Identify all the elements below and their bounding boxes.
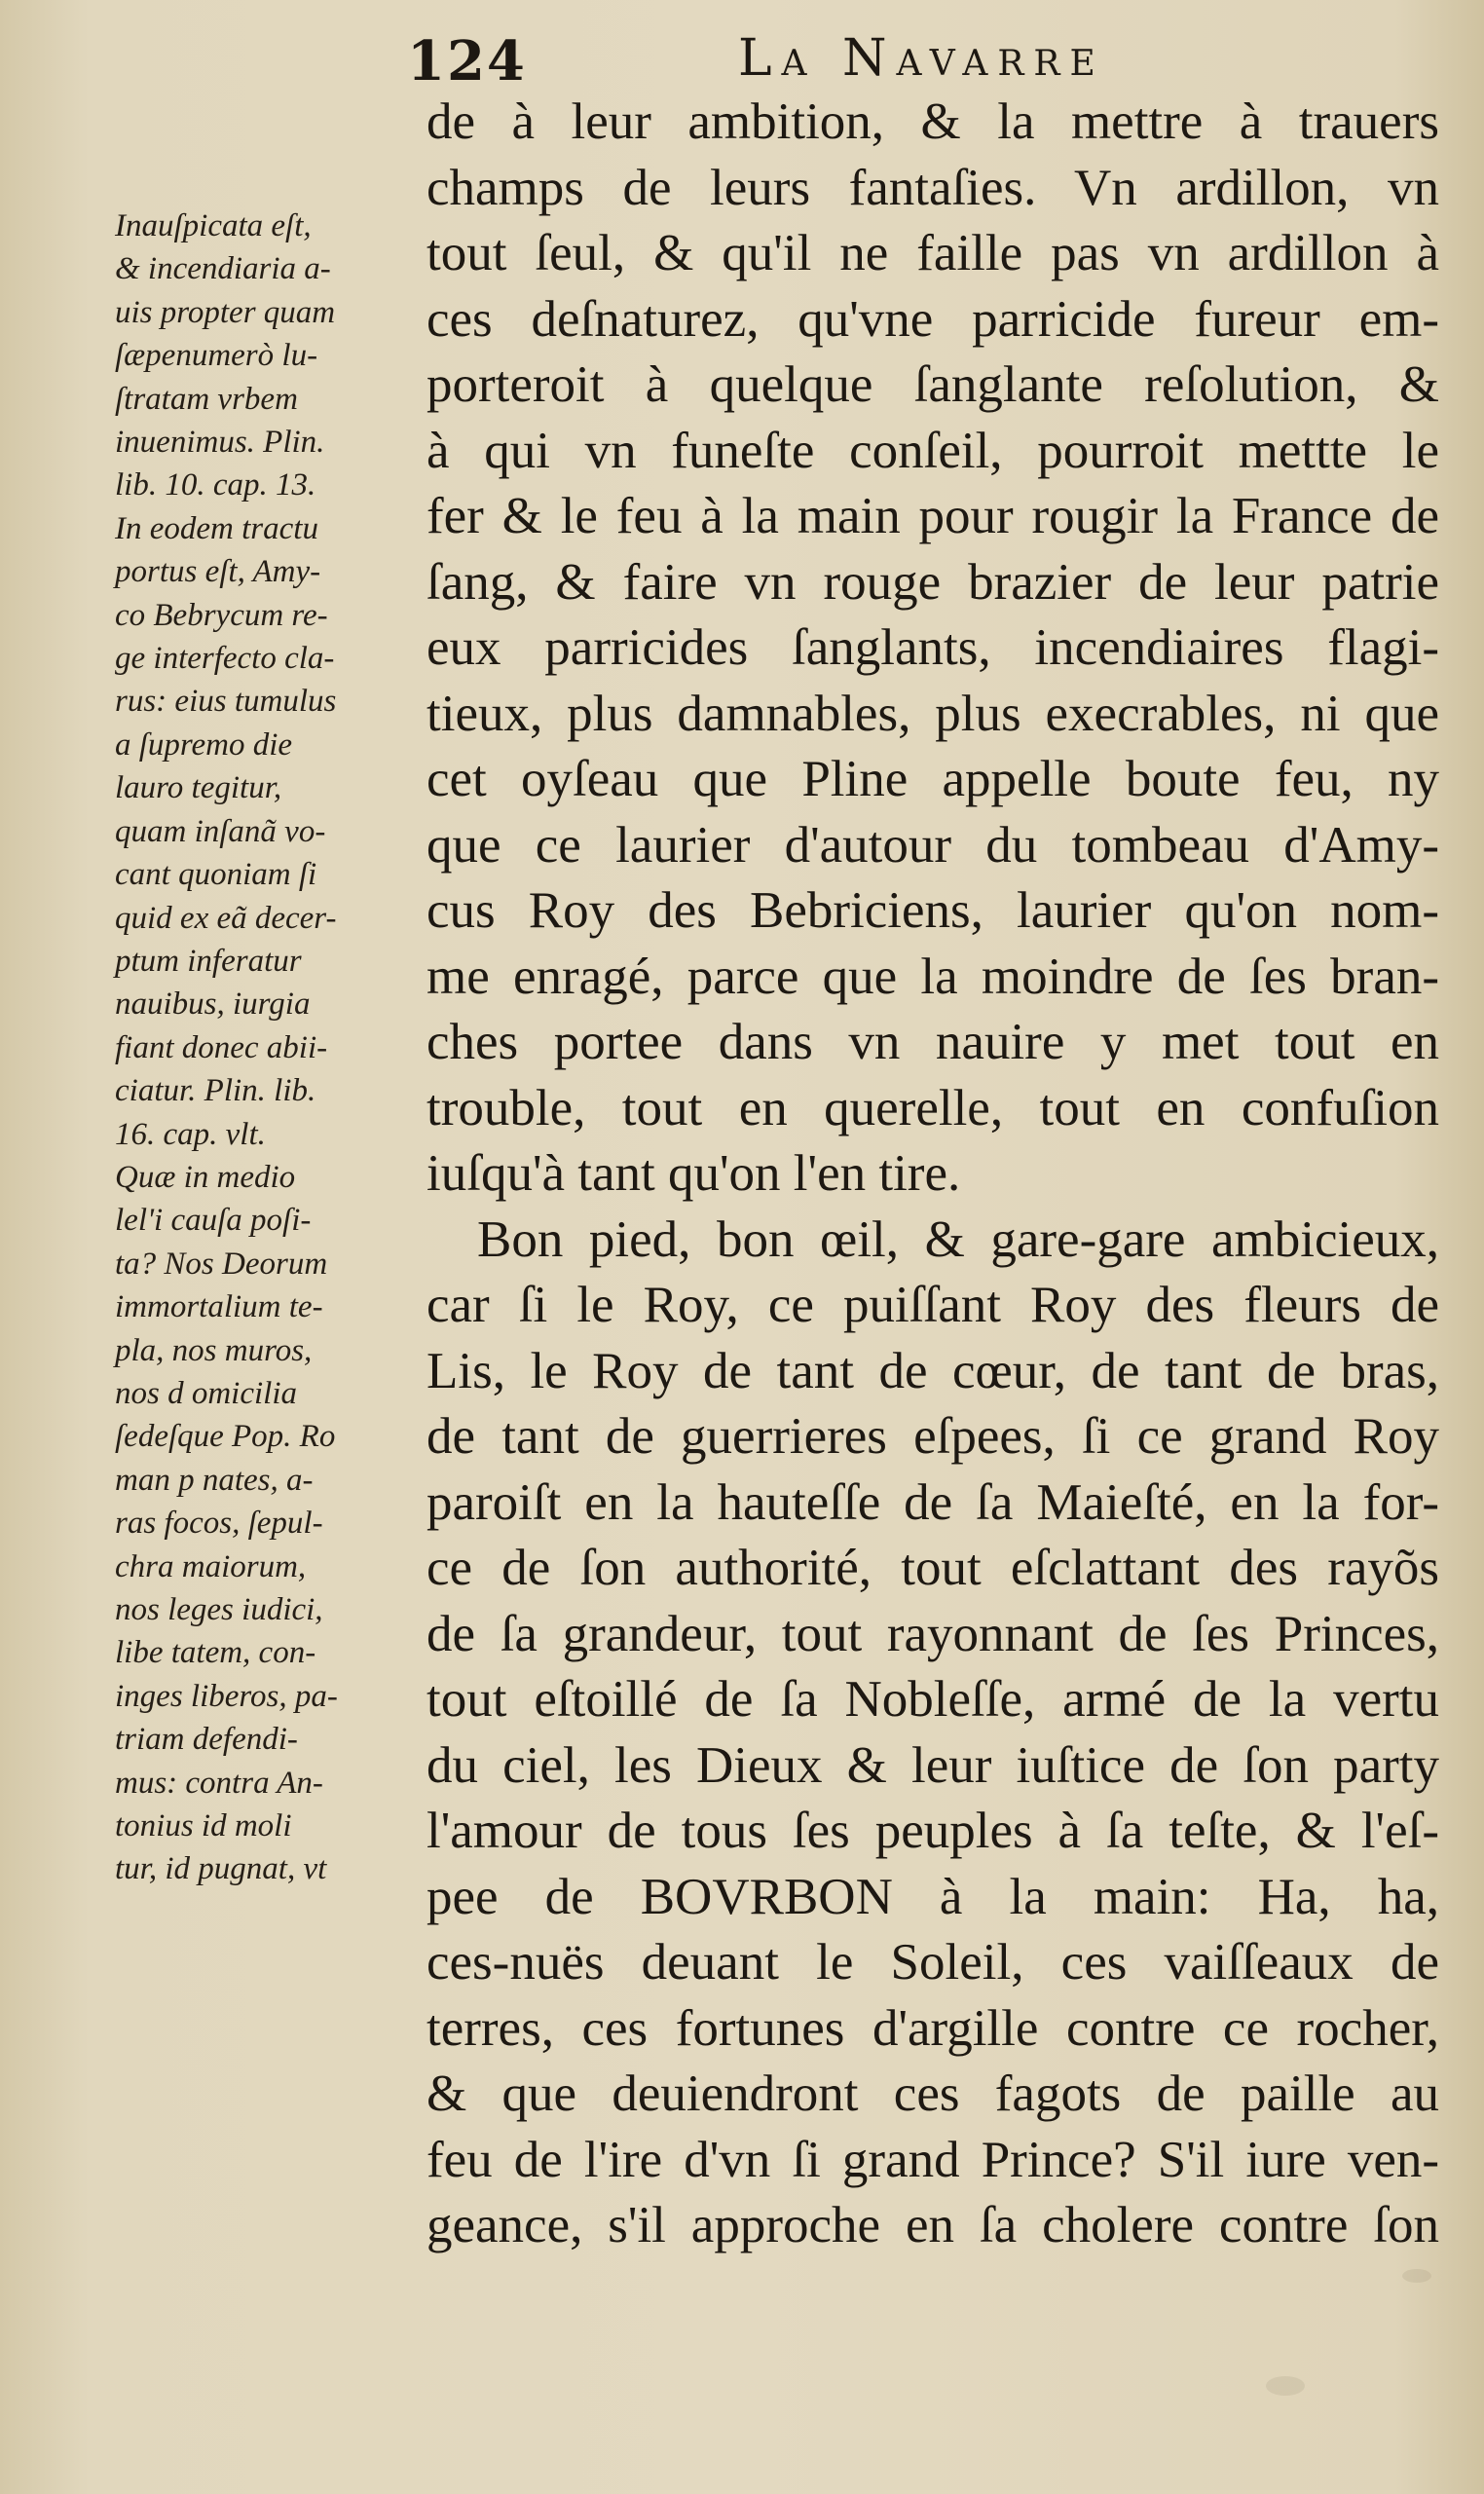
marginal-note-line: nauibus, iurgia [115, 986, 311, 1023]
body-line: & que deuiendront ces fagots de paille au [427, 2066, 1439, 2122]
body-line: tout eſtoillé de ſa Nobleſſe, armé de la vertu [427, 1671, 1439, 1728]
body-line: car ſi le Roy, ce puiſſant Roy des fleurs de [427, 1277, 1439, 1333]
marginal-note-line: Inauſpicata eſt, [115, 208, 312, 243]
marginal-note-line: ſæpenumerò lu- [115, 338, 318, 374]
body-line: Bon pied, bon œil, & gare-gare ambicieux, [477, 1210, 1439, 1268]
body-line: du ciel, les Dieux & leur iuſtice de ſon party [427, 1736, 1439, 1794]
marginal-note-line: nos d omicilia [115, 1375, 297, 1411]
body-line: pee de BOVRBON à la main: Ha, ha, [427, 1868, 1439, 1925]
body-line: l'amour de tous ſes peuples à ſa teſte, & l'eſ- [427, 1803, 1439, 1859]
body-line: iuſqu'à tant qu'on l'en tire. [427, 1145, 961, 1202]
marginal-note-line: rus: eius tumulus [115, 684, 337, 720]
body-line: de à leur ambition, & la mettre à trauers [427, 93, 1439, 150]
marginal-note-line: nos leges iudici, [115, 1592, 323, 1627]
page-header [0, 21, 1484, 99]
body-line: de ſa grandeur, tout rayonnant de ſes Princes, [427, 1605, 1439, 1662]
body-line: fer & le feu à la main pour rougir la France de [427, 488, 1439, 544]
marginal-note-line: tur, id pugnat, vt [115, 1851, 327, 1887]
marginal-note-line: fiant donec abii- [115, 1029, 328, 1065]
body-line: ſang, & faire vn rouge brazier de leur patrie [427, 553, 1439, 611]
marginal-note [115, 205, 417, 1891]
marginal-note-line: man p nates, a- [115, 1462, 314, 1498]
marginal-note-line: ge interfecto cla- [115, 641, 335, 677]
ink-smudge [1266, 2376, 1305, 2396]
body-line: me enragé, parce que la moindre de ſes bran- [427, 948, 1439, 1005]
body-line: eux parricides ſanglants, incendiaires flagi- [427, 619, 1439, 676]
body-line: Lis, le Roy de tant de cœur, de tant de bras, [427, 1342, 1439, 1399]
body-line: geance, s'il approche en ſa cholere contre ſon [427, 2197, 1439, 2253]
marginal-note-line: inuenimus. Plin. [115, 425, 325, 461]
body-line: ces deſnaturez, qu'vne parricide fureur em- [427, 290, 1439, 348]
marginal-note-line: pla, nos muros, [115, 1332, 313, 1368]
body-line: ches portee dans vn nauire y met tout en [427, 1014, 1439, 1070]
body-line: paroiſt en la hauteſſe de ſa Maieſté, en la for- [427, 1473, 1439, 1531]
marginal-note-line: chra maiorum, [115, 1548, 307, 1584]
marginal-note-line: tonius id moli [115, 1808, 292, 1844]
body-line: champs de leurs fantaſies. Vn ardillon, vn [427, 159, 1439, 216]
body-line: que ce laurier d'autour du tombeau d'Amy- [427, 816, 1439, 874]
marginal-note-line: In eodem tractu [115, 510, 318, 546]
page-number: 124 [407, 29, 527, 93]
marginal-note-line: ta? Nos Deorum [115, 1246, 328, 1282]
marginal-note-line: portus eſt, Amy- [115, 554, 321, 590]
body-line: feu de l'ire d'vn ſi grand Prince? S'il iure ven- [427, 2131, 1439, 2188]
marginal-note-line: a ſupremo die [115, 726, 293, 763]
marginal-note-line: co Bebrycum re- [115, 597, 328, 633]
marginal-note-line: ras focos, ſepul- [115, 1506, 323, 1542]
marginal-note-line: 16. cap. vlt. [115, 1116, 266, 1152]
body-line: tout ſeul, & qu'il ne faille pas vn ardillon à [427, 225, 1439, 281]
running-title: La Navarre [738, 29, 1105, 88]
marginal-note-line: quid ex eã decer- [115, 900, 337, 936]
body-line: de tant de guerrieres eſpees, ſi ce grand Roy [427, 1408, 1439, 1465]
marginal-note-line: & incendiaria a- [115, 251, 331, 287]
marginal-note-line: Quæ in medio [115, 1159, 296, 1195]
marginal-note-line: cant quoniam ſi [115, 857, 317, 893]
body-line: porteroit à quelque ſanglante reſolution, & [427, 356, 1439, 413]
marginal-note-line: immortalium te- [115, 1289, 323, 1325]
marginal-note-line: uis propter quam [115, 294, 336, 330]
marginal-note-line: lauro tegitur, [115, 770, 282, 806]
marginal-note-line: mus: contra An- [115, 1765, 323, 1801]
body-line: cet oyſeau que Pline appelle boute feu, ny [427, 751, 1439, 807]
marginal-note-line: ptum inferatur [115, 943, 302, 979]
body-text [427, 90, 1439, 2259]
marginal-note-line: libe tatem, con- [115, 1635, 316, 1671]
marginal-note-line: ſedeſque Pop. Ro [115, 1419, 336, 1455]
body-line: ces-nuës deuant le Soleil, ces vaiſſeaux de [427, 1934, 1439, 1991]
marginal-note-line: lib. 10. cap. 13. [115, 467, 316, 503]
body-line: ce de ſon authorité, tout eſclattant des rayõs [427, 1540, 1439, 1596]
body-line: cus Roy des Bebriciens, laurier qu'on nom- [427, 882, 1439, 939]
ink-smudge [1402, 2269, 1431, 2283]
body-line: terres, ces fortunes d'argille contre ce rocher, [427, 1999, 1439, 2057]
body-line: trouble, tout en querelle, tout en confuſion [427, 1079, 1439, 1136]
marginal-note-line: quam inſanã vo- [115, 813, 326, 849]
marginal-note-line: ſtratam vrbem [115, 381, 298, 417]
marginal-note-line: lel'i cauſa poſi- [115, 1203, 312, 1239]
marginal-note-line: triam defendi- [115, 1722, 298, 1758]
marginal-note-line: inges liberos, pa- [115, 1678, 338, 1714]
body-line: tieux, plus damnables, plus execrables, ni que [427, 685, 1439, 742]
body-line: à qui vn funeſte conſeil, pourroit mettte le [427, 422, 1439, 479]
marginal-note-line: ciatur. Plin. lib. [115, 1073, 316, 1109]
